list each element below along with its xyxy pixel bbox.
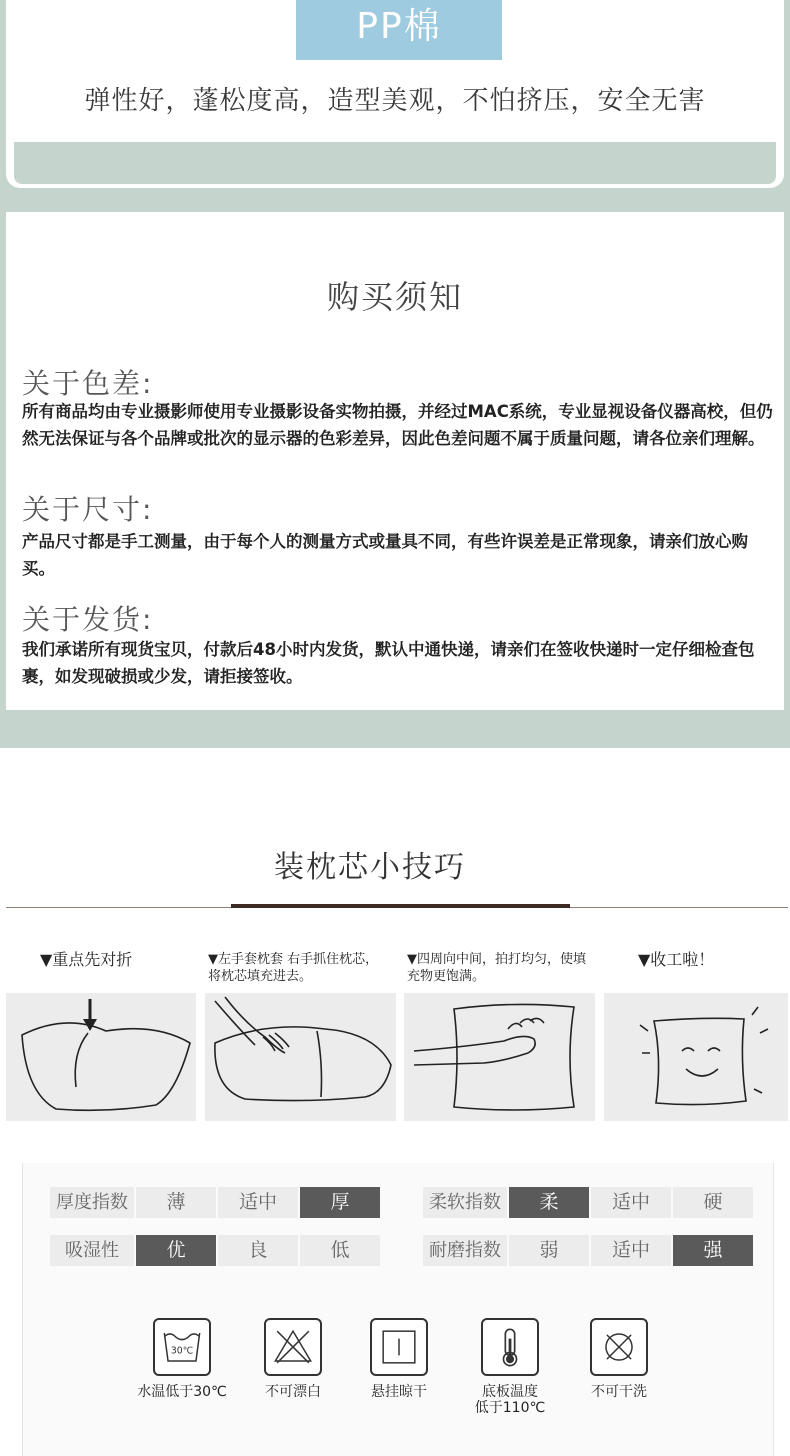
durability-option: 弱: [509, 1235, 589, 1266]
softness-option-selected: 柔: [509, 1187, 589, 1218]
thickness-option-selected: 厚: [300, 1187, 380, 1218]
moisture-option-selected: 优: [136, 1235, 216, 1266]
shipping-body: 我们承诺所有现货宝贝，付款后48小时内发货，默认中通快递，请亲们在签收快递时一定仔细检查包裹，如发现破损或少发，请拒接签收。: [22, 640, 755, 686]
care-wash-30: [127, 1318, 237, 1400]
care-hang-dry-label: 悬挂晾干: [371, 1384, 427, 1400]
moisture-label: 吸湿性: [50, 1235, 134, 1266]
insert-pillow-illustration: [205, 993, 396, 1121]
care-no-bleach-label: 不可漂白: [265, 1384, 321, 1400]
moisture-option: 低: [300, 1235, 380, 1266]
purchase-notice-section: [0, 212, 790, 748]
step-1-caption: ▼重点先对折: [40, 950, 133, 969]
pp-cotton-card-base: [14, 142, 776, 184]
attribute-row-durability: [423, 1235, 755, 1266]
no-bleach-icon: [264, 1318, 322, 1376]
no-dry-clean-icon: [590, 1318, 648, 1376]
softness-option: 硬: [673, 1187, 753, 1218]
finished-pillow-illustration: [604, 993, 788, 1121]
fold-pillow-illustration: [6, 993, 196, 1121]
wash-30-icon: [153, 1318, 211, 1376]
hang-dry-icon: [370, 1318, 428, 1376]
durability-label: 耐磨指数: [423, 1235, 507, 1266]
attribute-row-moisture: [50, 1235, 382, 1266]
durability-option-selected: 强: [673, 1235, 753, 1266]
care-wash-30-label: 水温低于30℃: [137, 1384, 227, 1400]
pat-pillow-illustration: [404, 993, 595, 1121]
pillow-tips-title: 装枕芯小技巧: [274, 850, 466, 885]
care-iron-temperature-label: 底板温度 低于110℃: [474, 1384, 546, 1416]
color-difference-body: 所有商品均由专业摄影师使用专业摄影设备实物拍摄，并经过MAC系统，专业显视设备仪器高校，但仍然无法保证与各个品牌或批次的显示器的色彩差异，因此色差问题不属于质量问题，请各位亲们理解。: [22, 402, 773, 448]
pp-cotton-description: 弹性好，蓬松度高，造型美观，不怕挤压，安全无害: [84, 86, 706, 116]
care-iron-temperature: [455, 1318, 565, 1416]
color-difference-heading: 关于色差:: [22, 367, 154, 400]
thickness-label: 厚度指数: [50, 1187, 134, 1218]
iron-temperature-icon: [481, 1318, 539, 1376]
durability-option: 适中: [591, 1235, 671, 1266]
size-heading: 关于尺寸:: [22, 493, 154, 526]
purchase-notice-card: [6, 212, 784, 710]
thickness-option: 适中: [218, 1187, 298, 1218]
pp-cotton-section: [0, 0, 790, 212]
step-4-caption: ▼收工啦！: [638, 950, 715, 969]
step-3-caption: ▼四周向中间，拍打均匀，使填充物更饱满。: [407, 952, 586, 984]
purchase-notice-title: 购买须知: [326, 278, 463, 316]
thickness-option: 薄: [136, 1187, 216, 1218]
attribute-row-thickness: [50, 1187, 382, 1218]
wash-temperature-text: 30℃: [170, 1345, 194, 1357]
care-no-dry-clean: [564, 1318, 674, 1400]
size-body: 产品尺寸都是手工测量，由于每个人的测量方式或量具不同，有些许误差是正常现象，请亲们放心购买。: [22, 532, 748, 578]
moisture-option: 良: [218, 1235, 298, 1266]
tips-divider-accent: [231, 904, 570, 908]
softness-option: 适中: [591, 1187, 671, 1218]
shipping-heading: 关于发货:: [22, 603, 154, 636]
step-2-caption: ▼左手套枕套 右手抓住枕芯，将枕芯填充进去。: [208, 952, 379, 984]
attribute-row-softness: [423, 1187, 755, 1218]
care-no-dry-clean-label: 不可干洗: [591, 1384, 647, 1400]
care-hang-dry: [344, 1318, 454, 1400]
pp-cotton-badge: PP棉: [296, 0, 502, 60]
care-no-bleach: [238, 1318, 348, 1400]
softness-label: 柔软指数: [423, 1187, 507, 1218]
